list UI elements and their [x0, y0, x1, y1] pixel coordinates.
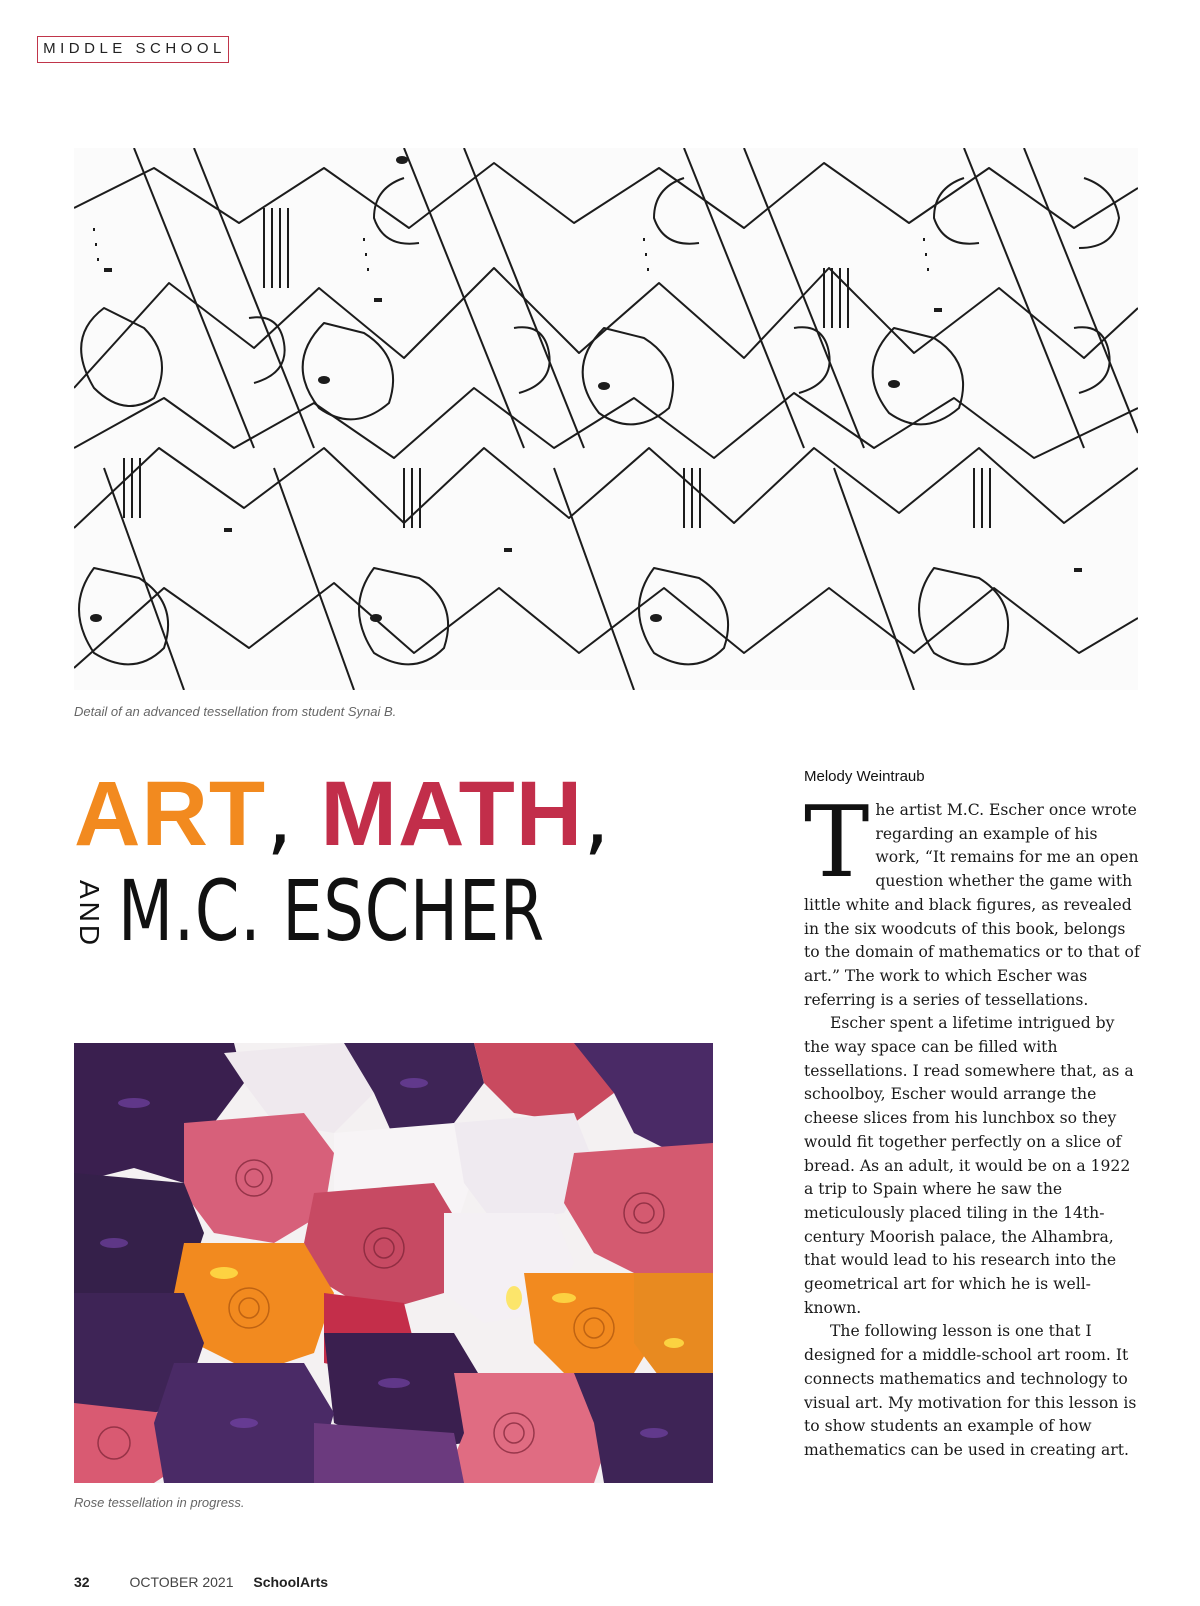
section-tag: MIDDLE SCHOOL — [37, 36, 229, 63]
author-byline: Melody Weintraub — [804, 768, 925, 785]
title-and-vertical — [74, 880, 105, 958]
paragraph-text: he artist M.C. Escher once wrote regarding an example of his work, “It remains for me an open question whether the game with little white and black figures, as revealed in the six woodcuts of this book, belongs to the domain of mathematics or to that of art.” The work to which Escher was referring is a series of tessellations. — [804, 801, 1140, 1009]
article-title-line1 — [74, 763, 611, 865]
rose-tessellation-image — [74, 1043, 713, 1483]
title-comma: , — [266, 767, 294, 865]
body-paragraph-3: The following lesson is one that I designed for a middle-school art room. It connects mathematics and technology to visual art. My motivation for this lesson is to show students an example of how mathematics can be used in creating art. — [804, 1322, 1137, 1459]
tessellation-line-art — [74, 148, 1138, 690]
article-body — [804, 786, 1140, 1463]
page-footer — [74, 1574, 328, 1590]
drop-cap: T — [804, 786, 870, 900]
issue-date: OCTOBER 2021 — [129, 1574, 234, 1590]
tessellation-drawing-image — [74, 148, 1138, 690]
body-paragraph-1 — [804, 786, 1140, 1012]
body-paragraph-2: Escher spent a lifetime intrigued by the way space can be filled with tessellations. I read somewhere that, as a schoolboy, Escher would arrange the cheese slices from his lunchbox so they would fit together perfectly on a slice of bread. As an adult, it would be on a 1922 a trip to Spain where he saw the meticulously placed tiling in the 14th-century Moorish palace, the Alhambra, that would lead to his research into the geometrical art for which he is well-known. — [804, 1014, 1134, 1317]
bottom-image-caption: Rose tessellation in progress. — [74, 1495, 245, 1510]
magazine-name: SchoolArts — [253, 1574, 329, 1590]
title-word-math: MATH — [320, 763, 584, 865]
page-number: 32 — [74, 1574, 90, 1590]
title-comma: , — [583, 767, 611, 865]
article-title-line2: M.C. ESCHER — [118, 862, 546, 960]
rose-tessellation-painting — [74, 1043, 713, 1483]
title-word-art: ART — [74, 763, 267, 865]
title-and-text: AND — [74, 880, 105, 949]
top-image-caption: Detail of an advanced tessellation from student Synai B. — [74, 704, 397, 719]
